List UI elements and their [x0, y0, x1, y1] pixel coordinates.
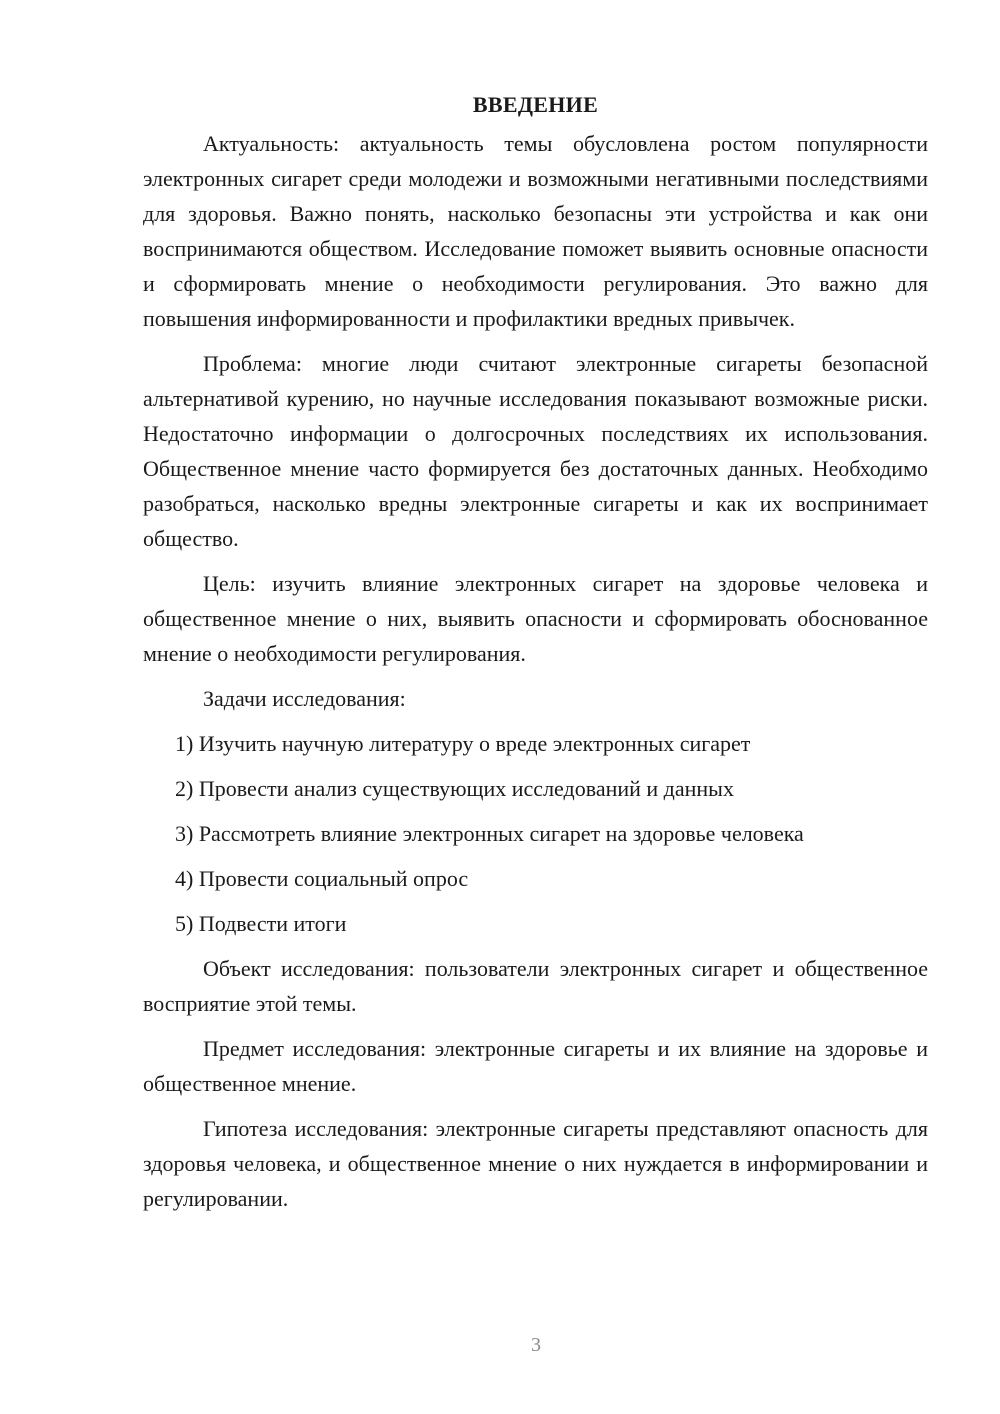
tasks-heading: Задачи исследования: — [203, 686, 406, 711]
section-title: ВВЕДЕНИЕ — [472, 92, 599, 117]
task-item: 2) Провести анализ существующих исследований и данных — [175, 776, 734, 801]
subject-paragraph: Предмет исследования: электронные сигареты и их влияние на здоровье и общественное мнение. — [143, 1036, 928, 1096]
task-item: 4) Провести социальный опрос — [175, 866, 469, 891]
goal-paragraph: Цель: изучить влияние электронных сигарет на здоровье человека и общественное мнение о них, выявить опасности и сформировать обоснованное мнение о необходимости регулирования. — [143, 571, 928, 666]
task-item: 1) Изучить научную литературу о вреде электронных сигарет — [175, 731, 751, 756]
problem-paragraph: Проблема: многие люди считают электронные сигареты безопасной альтернативой курению, но научные исследования показывают возможные риски. Недостаточно информации о долгосрочных последствиях их использования. Общественное мнение часто формируется без достаточных данных. Необходимо разобраться, насколько вредны электронные сигареты и как их воспринимает общество. — [143, 351, 928, 551]
tasks-list — [143, 726, 928, 941]
object-paragraph: Объект исследования: пользователи электронных сигарет и общественное восприятие этой темы. — [143, 956, 928, 1016]
hypothesis-paragraph: Гипотеза исследования: электронные сигареты представляют опасность для здоровья человека, и общественное мнение о них нуждается в информировании и регулировании. — [143, 1116, 928, 1211]
task-item: 5) Подвести итоги — [175, 911, 347, 936]
relevance-paragraph: Актуальность: актуальность темы обусловлена ростом популярности электронных сигарет среди молодежи и возможными негативными последствиями для здоровья. Важно понять, насколько безопасны эти устройства и как они воспринимаются обществом. Исследование поможет выявить основные опасности и сформировать мнение о необходимости регулирования. Это важно для повышения информированности и профилактики вредных привычек. — [143, 131, 928, 331]
page-number: 3 — [531, 1334, 541, 1356]
document-page — [143, 90, 928, 1226]
task-item: 3) Рассмотреть влияние электронных сигарет на здоровье человека — [175, 821, 804, 846]
